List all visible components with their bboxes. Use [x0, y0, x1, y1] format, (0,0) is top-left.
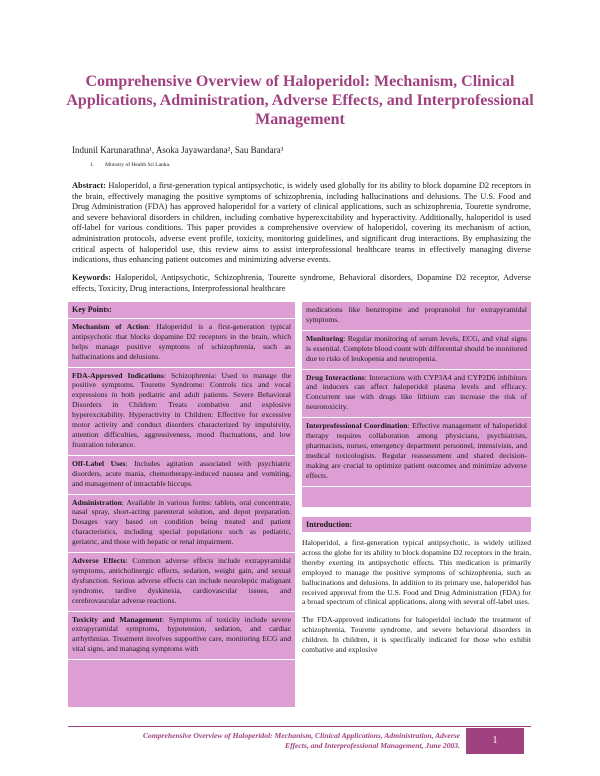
author-list: Indunil Karunarathna¹, Asoka Jayawardana², Sau Bandara³ — [72, 145, 284, 155]
key-point-text: : Effective management of haloperidol therapy requires collaboration among physicians, psychiatrists, pharmacists, nurses, emergency department personnel, intensivists, and medical toxicologists. Regular reassessment and shared decision-making are crucial to optimize patient outcomes and minimize adverse effects. — [306, 421, 527, 480]
paper-title: Comprehensive Overview of Haloperidol: Mechanism, Clinical Applications, Administration, Adverse Effects, and Interprofessional Management — [66, 73, 534, 128]
key-point-indications — [68, 368, 295, 456]
key-point-text: : Includes agitation associated with psychiatric disorders, acute mania, chemotherapy-induced nausea and vomiting, and management of intractable hiccups. — [72, 458, 291, 488]
keywords — [72, 273, 531, 294]
footer-line-2: Effects, and Interprofessional Management, June 2003. — [285, 740, 460, 750]
key-points-heading: Key Points: — [68, 302, 295, 319]
footer-line-1: Comprehensive Overview of Haloperidol: Mechanism, Clinical Applications, Administration, Adverse — [142, 731, 460, 740]
key-point-label: Adverse Effects — [72, 556, 126, 566]
key-point-label: Drug Interactions — [306, 372, 365, 382]
abstract — [72, 181, 531, 266]
footer-divider — [68, 726, 531, 727]
key-point-label: Off-Label Uses — [72, 458, 126, 468]
key-point-label: Mechanism of Action — [72, 321, 149, 331]
introduction-heading: Introduction: — [302, 517, 531, 532]
affiliation: 1. Ministry of Health Sri Lanka. — [90, 162, 171, 168]
key-point-adverse-effects — [68, 553, 295, 612]
key-point-administration — [68, 495, 295, 554]
key-point-text: : Common adverse effects include extrapyramidal symptoms, anticholinergic effects, sedation, weight gain, and sexual dysfunction. Serious adverse effects can include neuroleptic malignant syndrome, tardive dyskinesia, cardiovascular issues, and cerebrovascular adverse reactions. — [72, 556, 291, 605]
key-point-toxicity — [68, 612, 295, 661]
key-point-off-label — [68, 456, 295, 495]
key-point-label: Monitoring — [306, 333, 344, 343]
abstract-label: Abstract: — [72, 181, 106, 190]
key-point-label: Toxicity and Management — [72, 614, 162, 624]
key-point-text: : Schizophrenia: Used to manage the positive symptoms. Tourette Syndrome: Controls tics and vocal expressions in both pediatric and adult patients. Severe Behavioral Disorders in Children: Treats combative and explosive hyperexcitability. Hyperactivity in Children: Effective for excessive motor activity and conduct disorders characterized by impulsivity, attention difficulties, aggressiveness, mood fluctuations, and low frustration tolerance. — [72, 370, 291, 449]
key-point-label: Interprofessional Coordination — [306, 421, 408, 431]
footer-citation — [60, 731, 460, 750]
introduction-body — [302, 538, 531, 663]
introduction-paragraph: The FDA-approved indications for haloperidol include the treatment of schizophrenia, Tourette syndrome, and severe behavioral disorders in children. In children, it is specifically indicated for those who exhibit combative and explosive — [302, 615, 531, 655]
key-point-label: FDA-Approved Indications — [72, 370, 164, 380]
introduction-paragraph: Haloperidol, a first-generation typical antipsychotic, is widely utilized across the globe for its ability to block dopamine D2 receptors in the brain, thereby exerting its antipsychotic effects. This medication is primarily employed to manage the positive symptoms of schizophrenia, such as hallucinations and delusions. In addition to its primary use, haloperidol has received approval from the U.S. Food and Drug Administration (FDA) for a broad spectrum of clinical applications, along with several off-label uses. — [302, 538, 531, 607]
key-point-text: : Available in various forms: tablets, oral concentrate, nasal spray, short-acting parenteral solution, and depot preparation. Dosages vary based on condition being treated and patient characteristics, including special populations such as pediatric, geriatric, and those with hepatic or renal impairment. — [72, 497, 291, 547]
key-points-right-column — [302, 302, 531, 507]
key-points-left-column — [68, 302, 295, 707]
key-point-text: : Symptoms of toxicity include severe extrapyramidal symptoms, hypotension, sedation, and cardiac arrhythmias. Treatment involves supportive care, monitoring ECG and vital signs, and managing symptoms with — [72, 614, 291, 654]
abstract-text: Haloperidol, a first-generation typical antipsychotic, is widely used globally for its ability to block dopamine D2 receptors in the brain, effectively managing the positive symptoms of schizophrenia, including hallucinations and delusions. The U.S. Food and Drug Administration (FDA) has approved haloperidol for a variety of clinical applications, such as schizophrenia, Tourette syndrome, and severe behavioral disorders in children, including combative hyperexcitability and hyperactivity. Additionally, haloperidol is used off-label for various conditions. This paper provides a comprehensive overview of haloperidol, covering its mechanism of action, administration protocols, adverse event profile, toxicity, monitoring guidelines, and significant drug interactions. By emphasizing the critical aspects of haloperidol use, this review aims to assist interprofessional healthcare teams in effectively managing diverse indications, thus enhancing patient outcomes and minimizing adverse events. — [72, 181, 531, 265]
key-point-continuation: medications like benztropine and propranolol for extrapyramidal symptoms. — [302, 302, 531, 331]
key-point-label: Administration — [72, 497, 122, 507]
key-point-text: : Regular monitoring of serum levels, ECG, and vital signs is essential. Complete blood count with differential should be monitored due to risks of leukopenia and neutropenia. — [306, 333, 527, 363]
keywords-label: Keywords: — [72, 273, 112, 282]
key-point-drug-interactions — [302, 370, 531, 419]
keywords-text: Haloperidol, Antipsychotic, Schizophrenia, Tourette syndrome, Behavioral disorders, Dopamine D2 receptor, Adverse effects, Toxicity, Drug interactions, Interprofessional healthcare — [72, 273, 531, 293]
key-point-text: : Haloperidol is a first-generation typical antipsychotic that blocks dopamine D2 receptors in the brain, which helps manage positive symptoms of schizophrenia, such as hallucinations and delusions. — [72, 321, 292, 361]
key-point-monitoring — [302, 331, 531, 370]
key-point-text: : Interactions with CYP3A4 and CYP2D6 inhibitors and inducers can affect haloperidol plasma levels and efficacy. Concurrent use with drugs like lithium can increase the risk of neurotoxicity. — [306, 372, 527, 412]
key-point-mechanism — [68, 319, 295, 368]
page-number: 1 — [466, 728, 524, 754]
key-point-coordination — [302, 418, 531, 486]
